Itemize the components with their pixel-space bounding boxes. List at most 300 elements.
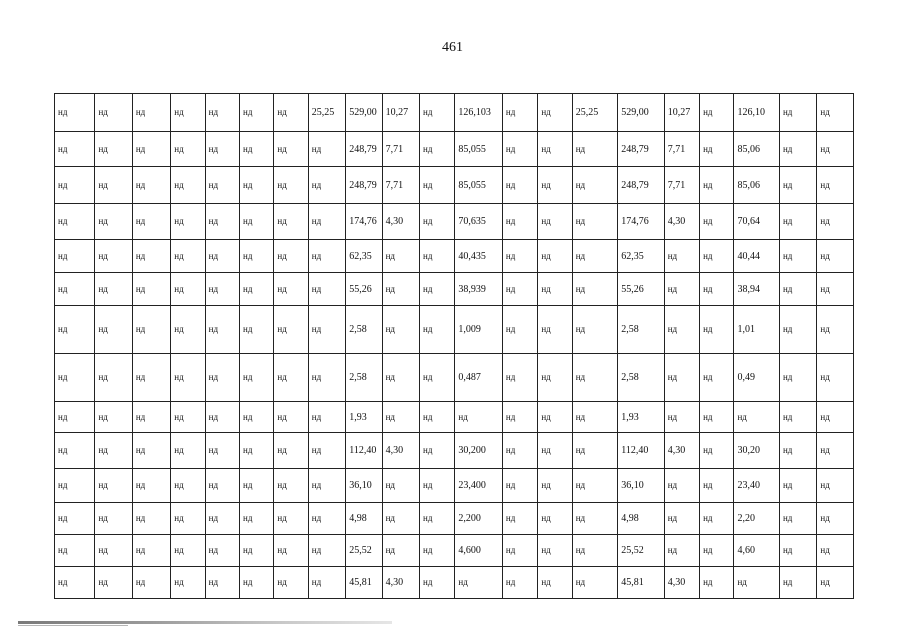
- table-cell: нд: [420, 273, 455, 306]
- table-cell: 4,30: [664, 204, 699, 240]
- table-cell: нд: [240, 354, 274, 402]
- table-cell: нд: [274, 567, 308, 599]
- table-cell: нд: [55, 567, 95, 599]
- table-cell: нд: [132, 306, 170, 354]
- table-cell: нд: [132, 402, 170, 433]
- table-cell: нд: [420, 240, 455, 273]
- table-cell: 2,200: [455, 503, 503, 535]
- table-cell: нд: [274, 503, 308, 535]
- table-cell: нд: [382, 402, 419, 433]
- scan-edge-line: [18, 621, 392, 624]
- table-cell: нд: [308, 433, 345, 469]
- table-cell: нд: [779, 354, 816, 402]
- table-cell: нд: [538, 469, 572, 503]
- table-cell: нд: [240, 567, 274, 599]
- table-cell: нд: [171, 240, 205, 273]
- table-cell: нд: [205, 167, 239, 204]
- table-cell: нд: [420, 94, 455, 132]
- table-cell: нд: [502, 567, 537, 599]
- table-cell: нд: [308, 535, 345, 567]
- table-cell: 62,35: [618, 240, 665, 273]
- table-cell: нд: [700, 273, 734, 306]
- table-cell: нд: [240, 240, 274, 273]
- table-cell: нд: [308, 469, 345, 503]
- table-cell: нд: [779, 240, 816, 273]
- table-cell: нд: [95, 567, 132, 599]
- table-cell: 25,25: [308, 94, 345, 132]
- table-cell: 85,06: [734, 132, 780, 167]
- table-cell: нд: [664, 240, 699, 273]
- table-cell: нд: [55, 167, 95, 204]
- table-cell: нд: [274, 354, 308, 402]
- table-cell: нд: [205, 433, 239, 469]
- table-cell: 0,49: [734, 354, 780, 402]
- table-cell: нд: [274, 433, 308, 469]
- table-cell: нд: [455, 567, 503, 599]
- table-cell: нд: [572, 240, 618, 273]
- table-cell: нд: [420, 567, 455, 599]
- table-cell: 38,939: [455, 273, 503, 306]
- table-cell: нд: [572, 433, 618, 469]
- table-cell: 4,30: [664, 567, 699, 599]
- table-cell: нд: [274, 204, 308, 240]
- table-cell: нд: [55, 240, 95, 273]
- table-cell: нд: [779, 273, 816, 306]
- table-cell: 1,93: [346, 402, 382, 433]
- table-cell: нд: [55, 469, 95, 503]
- table-cell: 529,00: [346, 94, 382, 132]
- table-cell: нд: [538, 503, 572, 535]
- table-cell: нд: [205, 469, 239, 503]
- table-cell: нд: [664, 535, 699, 567]
- table-cell: нд: [95, 94, 132, 132]
- table-cell: 4,98: [618, 503, 665, 535]
- table-cell: нд: [308, 273, 345, 306]
- table-cell: нд: [817, 433, 854, 469]
- table-cell: нд: [538, 132, 572, 167]
- table-cell: нд: [817, 567, 854, 599]
- table-cell: нд: [420, 354, 455, 402]
- table-cell: нд: [382, 503, 419, 535]
- table-cell: нд: [538, 273, 572, 306]
- table-cell: нд: [700, 535, 734, 567]
- table-cell: 25,52: [618, 535, 665, 567]
- table-cell: нд: [95, 433, 132, 469]
- table-cell: 174,76: [346, 204, 382, 240]
- table-cell: нд: [700, 469, 734, 503]
- table-cell: 7,71: [382, 167, 419, 204]
- table-cell: 36,10: [618, 469, 665, 503]
- table-cell: нд: [502, 240, 537, 273]
- table-cell: 36,10: [346, 469, 382, 503]
- table-cell: нд: [55, 433, 95, 469]
- table-cell: 4,60: [734, 535, 780, 567]
- table-cell: нд: [817, 503, 854, 535]
- table-cell: нд: [308, 567, 345, 599]
- table-cell: нд: [55, 132, 95, 167]
- table-row: [55, 567, 854, 599]
- table-cell: нд: [240, 204, 274, 240]
- table-cell: нд: [205, 535, 239, 567]
- table-cell: нд: [205, 567, 239, 599]
- table-row: [55, 132, 854, 167]
- table-cell: нд: [779, 402, 816, 433]
- table-cell: нд: [779, 469, 816, 503]
- table-cell: нд: [132, 503, 170, 535]
- table-cell: нд: [502, 354, 537, 402]
- table-cell: нд: [205, 306, 239, 354]
- table-cell: нд: [205, 240, 239, 273]
- table-cell: 23,40: [734, 469, 780, 503]
- table-cell: нд: [95, 132, 132, 167]
- table-cell: нд: [240, 167, 274, 204]
- table-cell: нд: [572, 167, 618, 204]
- table-cell: 2,58: [346, 354, 382, 402]
- table-cell: 70,635: [455, 204, 503, 240]
- table-cell: нд: [420, 132, 455, 167]
- table-cell: нд: [95, 535, 132, 567]
- table-cell: нд: [55, 94, 95, 132]
- table-cell: нд: [274, 535, 308, 567]
- table-cell: нд: [502, 433, 537, 469]
- table-cell: нд: [171, 306, 205, 354]
- table-cell: нд: [538, 240, 572, 273]
- table-cell: нд: [502, 306, 537, 354]
- table-cell: нд: [55, 354, 95, 402]
- table-cell: нд: [700, 240, 734, 273]
- table-cell: 126,10: [734, 94, 780, 132]
- table-cell: нд: [700, 132, 734, 167]
- table-cell: нд: [95, 354, 132, 402]
- table-cell: 2,58: [618, 306, 665, 354]
- page-number: 461: [442, 40, 463, 55]
- table-cell: нд: [274, 94, 308, 132]
- table-cell: нд: [502, 132, 537, 167]
- table-row: [55, 240, 854, 273]
- table-cell: нд: [132, 354, 170, 402]
- table-cell: 112,40: [618, 433, 665, 469]
- table-row: [55, 306, 854, 354]
- table-cell: нд: [664, 273, 699, 306]
- table-cell: нд: [664, 503, 699, 535]
- table-cell: нд: [132, 204, 170, 240]
- table-cell: нд: [455, 402, 503, 433]
- table-cell: нд: [205, 132, 239, 167]
- table-cell: нд: [538, 167, 572, 204]
- table-cell: нд: [274, 402, 308, 433]
- table-cell: нд: [274, 273, 308, 306]
- table-cell: нд: [779, 132, 816, 167]
- table-cell: 62,35: [346, 240, 382, 273]
- table-cell: 248,79: [346, 167, 382, 204]
- table-cell: нд: [55, 402, 95, 433]
- table-cell: нд: [779, 503, 816, 535]
- table-cell: 7,71: [664, 132, 699, 167]
- table-cell: 174,76: [618, 204, 665, 240]
- table-cell: нд: [382, 535, 419, 567]
- table-cell: нд: [779, 306, 816, 354]
- table-cell: нд: [734, 567, 780, 599]
- table-cell: нд: [240, 273, 274, 306]
- table-cell: нд: [817, 132, 854, 167]
- table-cell: нд: [132, 433, 170, 469]
- table-cell: нд: [132, 273, 170, 306]
- table-cell: нд: [240, 535, 274, 567]
- table-cell: нд: [171, 167, 205, 204]
- table-cell: нд: [700, 503, 734, 535]
- table-cell: 4,600: [455, 535, 503, 567]
- table-cell: нд: [171, 402, 205, 433]
- table-cell: нд: [171, 204, 205, 240]
- table-cell: нд: [700, 94, 734, 132]
- table-cell: нд: [779, 433, 816, 469]
- table-cell: нд: [502, 273, 537, 306]
- table-row: [55, 273, 854, 306]
- table-cell: нд: [538, 94, 572, 132]
- table-cell: 7,71: [664, 167, 699, 204]
- table-cell: нд: [817, 204, 854, 240]
- table-cell: нд: [779, 94, 816, 132]
- table-cell: нд: [132, 167, 170, 204]
- table-cell: нд: [538, 567, 572, 599]
- table-cell: 85,055: [455, 132, 503, 167]
- table-cell: нд: [382, 273, 419, 306]
- table-cell: нд: [572, 204, 618, 240]
- table-cell: нд: [171, 503, 205, 535]
- table-cell: нд: [572, 354, 618, 402]
- table-cell: нд: [171, 469, 205, 503]
- table-cell: нд: [420, 402, 455, 433]
- table-row: [55, 469, 854, 503]
- table-cell: 0,487: [455, 354, 503, 402]
- table-cell: нд: [502, 94, 537, 132]
- table-cell: нд: [502, 402, 537, 433]
- table-cell: нд: [572, 306, 618, 354]
- table-cell: нд: [55, 306, 95, 354]
- table-cell: нд: [779, 204, 816, 240]
- table-cell: нд: [779, 167, 816, 204]
- table-cell: нд: [95, 503, 132, 535]
- table-cell: 38,94: [734, 273, 780, 306]
- table-cell: нд: [240, 306, 274, 354]
- table-cell: нд: [664, 469, 699, 503]
- table-cell: нд: [274, 167, 308, 204]
- table-cell: нд: [171, 354, 205, 402]
- table-cell: 248,79: [346, 132, 382, 167]
- scan-edge-line-secondary: [18, 625, 128, 626]
- table-cell: нд: [95, 240, 132, 273]
- table-cell: 40,44: [734, 240, 780, 273]
- table-row: [55, 402, 854, 433]
- table-cell: нд: [171, 567, 205, 599]
- table-cell: нд: [572, 567, 618, 599]
- table-cell: нд: [664, 402, 699, 433]
- table-cell: нд: [817, 273, 854, 306]
- table-cell: нд: [308, 354, 345, 402]
- table-cell: 10,27: [382, 94, 419, 132]
- table-cell: нд: [132, 94, 170, 132]
- table-cell: нд: [205, 503, 239, 535]
- table-cell: нд: [274, 240, 308, 273]
- table-body: [55, 94, 854, 599]
- table-cell: нд: [817, 535, 854, 567]
- table-cell: нд: [420, 469, 455, 503]
- table-cell: нд: [420, 306, 455, 354]
- table-cell: нд: [502, 469, 537, 503]
- table-cell: нд: [502, 167, 537, 204]
- table-cell: 70,64: [734, 204, 780, 240]
- table-cell: 7,71: [382, 132, 419, 167]
- table-cell: 10,27: [664, 94, 699, 132]
- table-cell: нд: [502, 503, 537, 535]
- table-cell: 45,81: [618, 567, 665, 599]
- table-cell: нд: [420, 433, 455, 469]
- table-cell: 25,25: [572, 94, 618, 132]
- table-cell: нд: [205, 94, 239, 132]
- table-cell: нд: [572, 503, 618, 535]
- table-cell: нд: [572, 402, 618, 433]
- table-cell: 4,30: [382, 204, 419, 240]
- table-cell: нд: [382, 469, 419, 503]
- table-cell: нд: [274, 306, 308, 354]
- table-row: [55, 433, 854, 469]
- table-cell: 4,30: [382, 433, 419, 469]
- table-cell: 4,98: [346, 503, 382, 535]
- table-cell: нд: [240, 469, 274, 503]
- table-cell: нд: [700, 204, 734, 240]
- table-cell: нд: [308, 204, 345, 240]
- table-cell: 85,06: [734, 167, 780, 204]
- table-cell: нд: [817, 94, 854, 132]
- table-cell: нд: [171, 132, 205, 167]
- table-cell: нд: [817, 306, 854, 354]
- table-cell: нд: [700, 306, 734, 354]
- table-cell: нд: [55, 273, 95, 306]
- table-cell: нд: [420, 204, 455, 240]
- table-cell: нд: [420, 535, 455, 567]
- table-cell: нд: [205, 354, 239, 402]
- table-cell: 1,93: [618, 402, 665, 433]
- table-row: [55, 204, 854, 240]
- table-cell: нд: [308, 132, 345, 167]
- table-cell: 55,26: [618, 273, 665, 306]
- table-cell: нд: [700, 433, 734, 469]
- table-cell: 25,52: [346, 535, 382, 567]
- table-cell: 30,20: [734, 433, 780, 469]
- table-cell: нд: [171, 535, 205, 567]
- table-cell: нд: [132, 469, 170, 503]
- table-row: [55, 535, 854, 567]
- table-cell: 1,009: [455, 306, 503, 354]
- table-cell: 529,00: [618, 94, 665, 132]
- table-cell: 1,01: [734, 306, 780, 354]
- table-cell: нд: [240, 132, 274, 167]
- table-cell: нд: [95, 204, 132, 240]
- table-cell: нд: [95, 402, 132, 433]
- table-cell: нд: [95, 469, 132, 503]
- table-cell: нд: [572, 469, 618, 503]
- table-cell: нд: [664, 306, 699, 354]
- table-cell: нд: [538, 354, 572, 402]
- table-cell: нд: [817, 240, 854, 273]
- table-cell: нд: [700, 354, 734, 402]
- table-cell: нд: [95, 167, 132, 204]
- table-cell: нд: [538, 306, 572, 354]
- table-cell: нд: [95, 306, 132, 354]
- table-row: [55, 354, 854, 402]
- table-cell: нд: [502, 535, 537, 567]
- table-cell: нд: [779, 567, 816, 599]
- table-cell: нд: [308, 167, 345, 204]
- table-cell: нд: [205, 402, 239, 433]
- table-cell: нд: [572, 535, 618, 567]
- table-cell: нд: [132, 535, 170, 567]
- table-cell: нд: [274, 132, 308, 167]
- table-cell: нд: [817, 402, 854, 433]
- table-cell: нд: [95, 273, 132, 306]
- table-cell: нд: [734, 402, 780, 433]
- table-cell: нд: [817, 167, 854, 204]
- table-cell: нд: [700, 402, 734, 433]
- table-cell: нд: [700, 567, 734, 599]
- table-cell: нд: [700, 167, 734, 204]
- table-cell: нд: [205, 204, 239, 240]
- table-cell: нд: [664, 354, 699, 402]
- table-cell: нд: [779, 535, 816, 567]
- table-cell: нд: [132, 132, 170, 167]
- table-cell: 4,30: [664, 433, 699, 469]
- table-cell: нд: [502, 204, 537, 240]
- table-cell: нд: [420, 167, 455, 204]
- table-cell: 2,58: [618, 354, 665, 402]
- table-cell: нд: [308, 240, 345, 273]
- data-table: [54, 93, 854, 599]
- table-cell: нд: [308, 503, 345, 535]
- table-cell: нд: [308, 402, 345, 433]
- table-cell: нд: [171, 433, 205, 469]
- table-cell: 85,055: [455, 167, 503, 204]
- table-cell: нд: [538, 402, 572, 433]
- table-cell: нд: [538, 204, 572, 240]
- table-cell: 45,81: [346, 567, 382, 599]
- table-cell: 248,79: [618, 167, 665, 204]
- table-cell: нд: [817, 354, 854, 402]
- table-cell: нд: [817, 469, 854, 503]
- table-cell: 126,103: [455, 94, 503, 132]
- table-cell: нд: [132, 240, 170, 273]
- table-cell: 4,30: [382, 567, 419, 599]
- table-row: [55, 503, 854, 535]
- table-cell: нд: [382, 354, 419, 402]
- table-cell: нд: [55, 535, 95, 567]
- table-cell: 40,435: [455, 240, 503, 273]
- table-row: [55, 167, 854, 204]
- table-row: [55, 94, 854, 132]
- table-cell: нд: [274, 469, 308, 503]
- table-cell: нд: [205, 273, 239, 306]
- table-cell: нд: [171, 94, 205, 132]
- table-cell: 2,20: [734, 503, 780, 535]
- table-cell: нд: [55, 204, 95, 240]
- table-cell: 112,40: [346, 433, 382, 469]
- table-cell: нд: [240, 94, 274, 132]
- table-cell: нд: [382, 240, 419, 273]
- table-cell: нд: [538, 433, 572, 469]
- table-cell: нд: [55, 503, 95, 535]
- table-cell: нд: [132, 567, 170, 599]
- table-cell: 30,200: [455, 433, 503, 469]
- table-cell: 55,26: [346, 273, 382, 306]
